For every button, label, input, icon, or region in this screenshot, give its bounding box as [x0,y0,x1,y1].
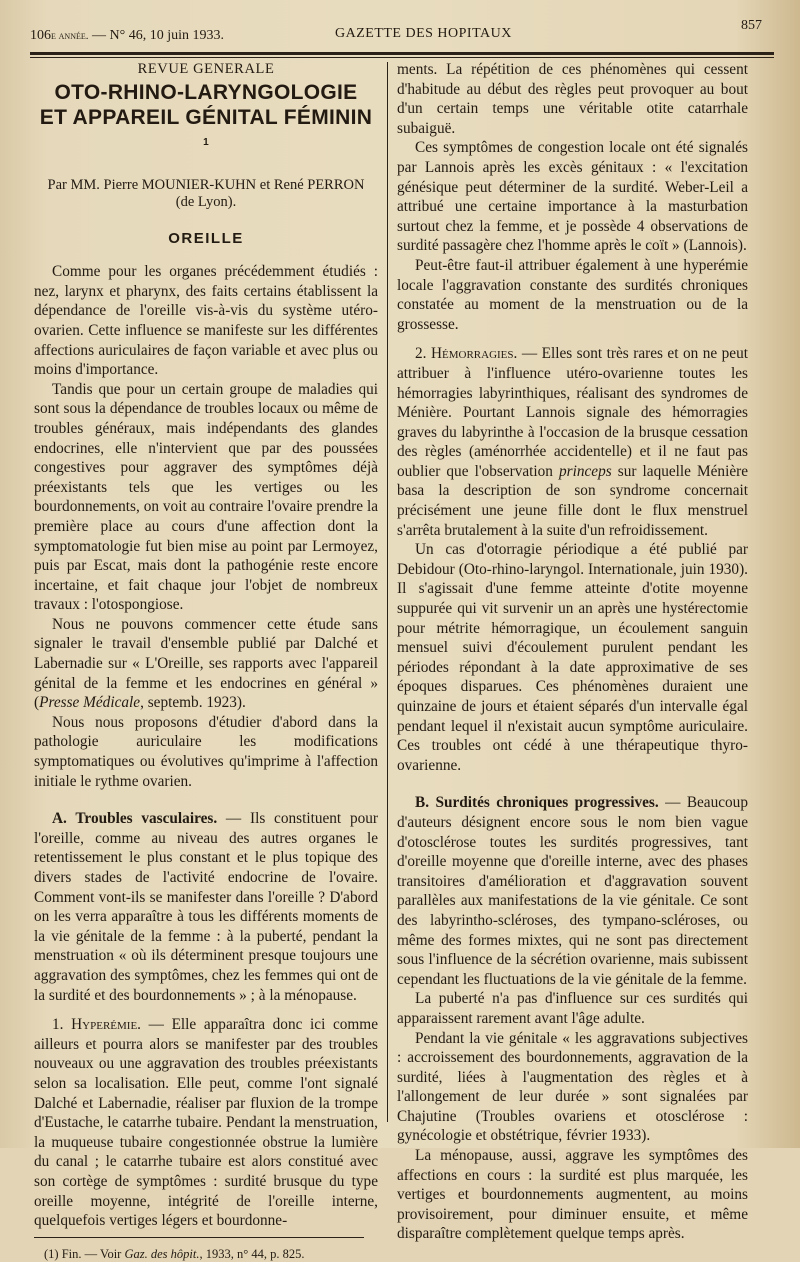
paragraph: Nous nous proposons d'étudier d'abord dans la pathologie auriculaire les modifications symptomatiques ou évolutives qu'imprime à l'affection initiale le rythme ovarien. [34,713,378,790]
title-line-1: OTO-RHINO-LARYNGOLOGIE [54,80,358,104]
authors-line-1: Par MM. Pierre MOUNIER-KUHN et René PERRON [47,176,365,193]
footnote-rule [34,1237,364,1238]
title-line-2: ET APPAREIL GÉNITAL FÉMININ $^1$ [39,105,373,148]
column-divider [387,62,388,1122]
paragraph: ments. La répétition de ces phénomènes qui cessent d'habitude au début des règles peut provoquer au bout d'un certain temps une véritable otite catarrhale subaiguë. [397,61,748,137]
subsection-a: A. Troubles vasculaires. — Ils constituent pour l'oreille, comme au niveau des autres organes le retentissement le plus constant et le plus topique des divers stades de l'activité endocrine de l'ovaire. Comment vont-ils se manifester dans l'oreille ? D'abord on les verra apparaître à tous les différents moments de la vie génitale de la femme : à la puberté, pendant la menstruation « où ils déterminent presque toujours une aggravation des symptômes, chez les femmes qui ont de la surdité et des bourdonnements » ; à la ménopause. [34,810,378,1004]
paragraph: Ces symptômes de congestion locale ont été signalés par Lannois après les excès génitaux : « l'excitation génésique peut déterminer de la surdité. Weber-Leil a attribué une certaine importance à la masturbation surtout chez la femme, et je possède 4 observations de surdité passagère chez l'homme après le coït » (Lannois). [397,139,748,255]
paragraph: La ménopause, aussi, aggrave les symptômes des affections en cours : la surdité est plus marquée, les vertiges et bourdonnements augmentent, au moins provisoirement, pour diminuer ensuite, et même disparaître complètement quelque temps après. [397,1147,748,1243]
left-column [34,60,378,1262]
footnote: (1) Fin. — Voir Gaz. des hôpit., 1933, n° 44, p. 825. [44,1246,305,1261]
paragraph: Nous ne pouvons commencer cette étude sans signaler le travail d'ensemble publié par Dalché et Labernadie sur « L'Oreille, ses rapports avec l'appareil génital de la femme et les endocrines en général » (Presse Médicale, septemb. 1923). [34,615,378,712]
authors-line-2: (de Lyon). [175,193,237,210]
subsection-heading: 2. Hémorragies. [415,345,518,363]
title-footnote-marker: 1 [203,136,209,148]
header-rule-thick [30,52,774,55]
section-heading: OREILLE [168,229,244,247]
page-number: 857 [741,18,762,33]
right-column [397,60,748,1244]
paragraph: Un cas d'otorragie périodique a été publié par Debidour (Oto-rhino-laryngol. Internationale, juin 1930). Il s'agissait d'une femme atteinte d'otite moyenne suppurée qui vit survenir un an après une hystérectomie pour métrite hémorragique, un écoulement sanguin mensuel suivi d'écoulement purulent pendant les périodes répondant à la date approximative de ses époques disparues. Ces phénomènes duraient une quinzaine de jours et étaient séparés d'un intervalle égal pendant lequel il n'existait aucun symptôme auriculaire. Ces troubles ont cédé à une thérapeutique thyro-ovarienne. [397,541,748,774]
subsection-heading: 1. Hyperémie. [52,1016,141,1034]
issue-info: 106e année. — N° 46, 10 juin 1933. [30,28,224,43]
journal-name: GAZETTE DES HOPITAUX [335,26,512,41]
paragraph: Comme pour les organes précédemment étudiés : nez, larynx et pharynx, des faits certains établissent la dépendance de l'oreille vis-à-vis du système utéro-ovarien. Cette influence se manifeste sur les différentes affections auriculaires de façon variable et avec plus ou moins d'importance. [34,263,378,379]
paragraph: Pendant la vie génitale « les aggravations subjectives : accroissement des bourdonnements, aggravation de la surdité, liées à l'augmentation des règles et à l'allongement de leur durée » sont signalées par Chajutine (Troubles ovariens et otosclérose : gynécologie et obstétrique, février 1933). [397,1029,748,1145]
article-title [34,80,378,159]
paragraph: Peut-être faut-il attribuer également à une hyperémie locale l'aggravation constante des surdités chroniques constatée au moment de la menstruation ou de la grossesse. [397,256,748,333]
subsection-b: B. Surdités chroniques progressives. — Beaucoup d'auteurs désignent encore sous le nom bien vague d'otosclérose toutes les surdités progressives, tant d'oreille moyenne que d'oreille interne, avec des phases transitoires d'amélioration et d'aggravation souvent parallèles aux manifestations de la vie génitale. Ce sont des labyrintho-scléroses, des tympano-scléroses, ou même des formes mixtes, qui ne sont pas directement sous l'influence de la sécrétion ovarienne, mais subissent cependant les fluctuations de la vie génitale de la femme. [397,794,748,988]
subsection-hemorragies: 2. Hémorragies. — Elles sont très rares et on ne peut attribuer à l'influence utéro-ovarienne toutes les hémorragies labyrinthiques, réalisant des syndromes de Ménière. Pourtant Lannois signale des hémorragies graves du labyrinthe à l'occasion de la brusque cessation des règles (aménorrhée accidentelle) et il ne faut pas oublier que l'observation princeps sur laquelle Ménière basa la description de son syndrome concernait précisément une jeune fille dont le flux menstruel s'arrêta brutalement à la suite d'un refroidissement. [397,345,748,539]
header-rule-thin [30,57,774,58]
subsection-heading: B. Surdités chroniques progressives. [415,794,659,812]
subsection-hyperemie: 1. Hyperémie. — Elle apparaîtra donc ici comme ailleurs et pourra alors se manifester par des troubles nouveaux ou une aggravation des troubles préexistants selon sa localisation. Elle peut, comme l'ont signalé Dalché et Labernadie, réaliser par fluxion de la trompe d'Eustache, le catarrhe tubaire. Pendant la menstruation, la muqueuse tubaire congestionnée obstrue la lumière du canal ; le catarrhe tubaire est alors constitué avec son cortège de symptômes : surdité brusque du type oreille moyenne, intégrité de l'oreille interne, quelquefois vertiges légers et bourdonne- [34,1016,378,1230]
section-kicker: REVUE GENERALE [137,61,275,77]
page-header [30,18,762,48]
subsection-heading: A. Troubles vasculaires. [52,810,218,828]
authors [34,177,378,211]
paragraph: Tandis que pour un certain groupe de maladies qui sont sous la dépendance de troubles locaux ou même de troubles généraux, mais indépendants des glandes endocrines, elle n'intervient que par des poussées congestives pour aggraver des symptômes déjà préexistants tels que les vertiges ou les bourdonnements, on voit au contraire l'ovaire prendre la première place au cours d'une affection dont la symptomatologie fut bien mise au point par Lermoyez, puis par Escat, mais dont la pathogénie reste encore incertaine, et fait chaque jour l'objet de nombreux travaux : l'otospongiose. [34,380,378,614]
paragraph: La puberté n'a pas d'influence sur ces surdités qui apparaissent rarement avant l'âge adulte. [397,990,748,1027]
